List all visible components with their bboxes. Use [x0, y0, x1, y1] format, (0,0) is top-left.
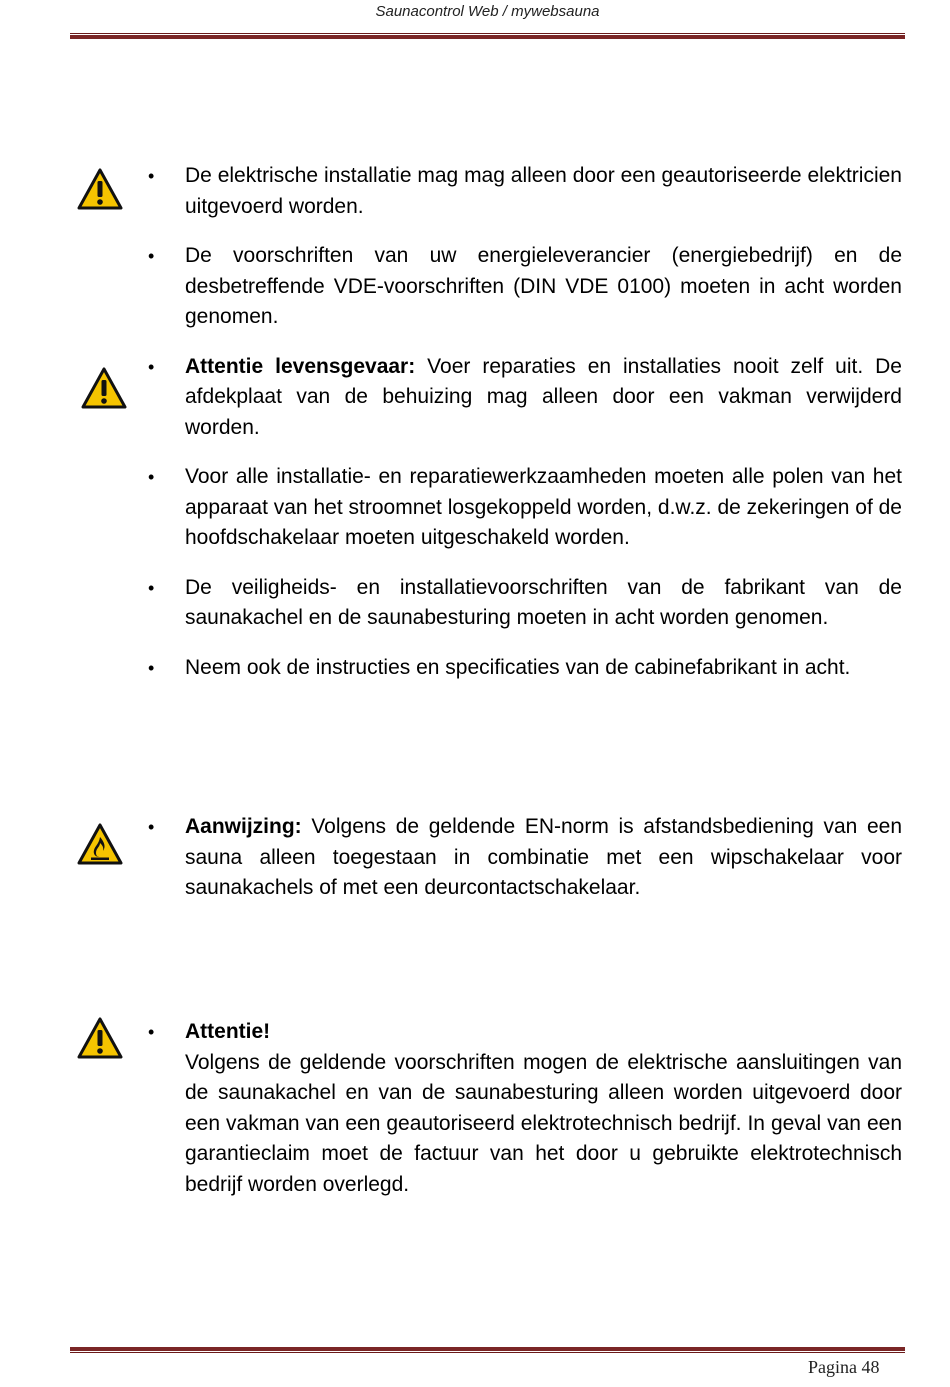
attention-label: Attentie!	[185, 1020, 271, 1043]
notice-list	[140, 812, 902, 923]
warning-triangle-icon	[76, 167, 124, 211]
list-item-label: Attentie levensgevaar:	[185, 354, 416, 378]
list-item: • Voor alle installatie- en reparatiewerkzaamheden moeten alle polen van het apparaat van het stroomnet losgekoppeld worden, d.w.z. de zekeringen of de hoofdschakelaar moeten uitgeschakeld worden.	[148, 465, 902, 549]
warning-triangle-icon	[76, 1016, 124, 1060]
warning-triangle-icon	[80, 366, 128, 410]
header-rule	[70, 33, 905, 39]
header-title: Saunacontrol Web / mywebsauna	[375, 3, 600, 20]
notice-label: Aanwijzing:	[185, 815, 302, 838]
notice-text: Volgens de geldende EN-norm is afstandsbediening van een sauna alleen toegestaan in combinatie met een wipschakelaar voor saunakachels of met een deurcontactschakelaar.	[185, 815, 902, 899]
list-item-text: Voor alle installatie- en reparatiewerkzaamheden moeten alle polen van het apparaat van het stroomnet losgekoppeld worden, d.w.z. de zekeringen of de hoofdschakelaar moeten uitgeschakeld worden.	[185, 465, 902, 549]
list-item: • Aanwijzing: Volgens de geldende EN-norm is afstandsbediening van een sauna alleen toegestaan in combinatie met een wipschakelaar voor saunakachels of met een deurcontactschakelaar.	[148, 815, 902, 899]
list-item: • Attentie levensgevaar: Voer reparaties en installaties nooit zelf uit. De afdekplaat van de behuizing mag alleen door een vakman verwijderd worden.	[148, 354, 902, 439]
attention-text: Volgens de geldende voorschriften mogen de elektrische aansluitingen van de saunakachel en van de saunabesturing alleen worden uitgevoerd door een vakman van een geautoriseerd elektrotechnisch bedrijf. In geval van een garantieclaim moet de factuur van het door u gebruikte elektrotechnisch bedrijf worden overlegd.	[185, 1050, 902, 1196]
list-item: • De veiligheids- en installatievoorschriften van de fabrikant van de saunakachel en de saunabesturing moeten in acht worden genomen.	[148, 575, 902, 629]
list-item-text: De voorschriften van uw energieleverancier (energiebedrijf) en de desbetreffende VDE-voorschriften (DIN VDE 0100) moeten in acht worden genomen.	[185, 244, 902, 328]
safety-list	[140, 161, 902, 702]
list-item-text: De elektrische installatie mag mag alleen door een geautoriseerde elektricien uitgevoerd worden.	[185, 164, 902, 218]
flammable-warning-icon	[76, 822, 124, 866]
list-item-text: Neem ook de instructies en specificaties van de cabinefabrikant in acht.	[185, 655, 851, 679]
list-item: • De elektrische installatie mag mag alleen door een geautoriseerde elektricien uitgevoerd worden.	[148, 164, 902, 218]
list-item: • Attentie! Volgens de geldende voorschriften mogen de elektrische aansluitingen van de saunakachel en van de saunabesturing alleen worden uitgevoerd door een vakman van een geautoriseerd elektrotechnisch bedrijf. In geval van een garantieclaim moet de factuur van het door u gebruikte elektrotechnisch bedrijf worden overlegd.	[140, 1017, 902, 1200]
list-item-text: Voer reparaties en installaties nooit zelf uit. De afdekplaat van de behuizing mag alleen door een vakman verwijderd worden.	[185, 354, 902, 439]
list-item: • De voorschriften van uw energieleverancier (energiebedrijf) en de desbetreffende VDE-voorschriften (DIN VDE 0100) moeten in acht worden genomen.	[148, 244, 902, 328]
list-item-text: De veiligheids- en installatievoorschriften van de fabrikant van de saunakachel en de saunabesturing moeten in acht worden genomen.	[185, 575, 902, 629]
page-number: Pagina 48	[808, 1357, 880, 1377]
list-item: • Neem ook de instructies en specificaties van de cabinefabrikant in acht.	[148, 655, 851, 679]
attention-list	[140, 1017, 902, 1219]
footer-rule	[70, 1347, 905, 1353]
